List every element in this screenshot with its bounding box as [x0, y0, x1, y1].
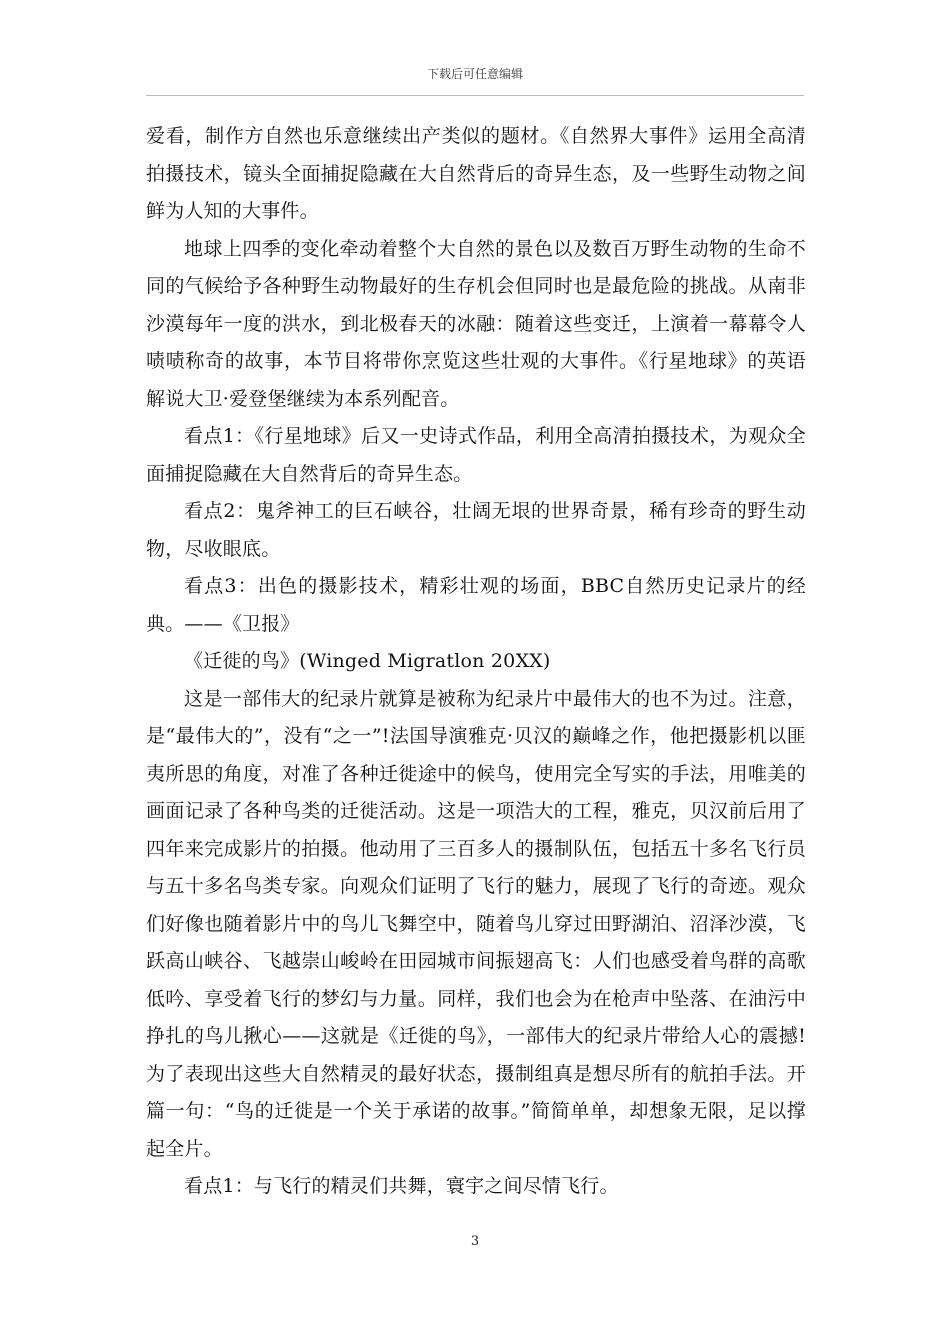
page-number: 3 — [470, 1234, 480, 1249]
paragraph: 看点3：出色的摄影技术，精彩壮观的场面，BBC自然历史记录片的经典。——《卫报》 — [146, 575, 806, 635]
document-body — [146, 118, 806, 1206]
paragraph: 看点2：鬼斧神工的巨石峡谷，壮阔无垠的世界奇景，稀有珍奇的野生动物，尽收眼底。 — [146, 500, 806, 560]
paragraph: 地球上四季的变化牵动着整个大自然的景色以及数百万野生动物的生命不同的气候给予各种野生动物最好的生存机会但同时也是最危险的挑战。从南非沙漠每年一度的洪水，到北极春天的冰融：随着这些变迁，上演着一幕幕令人啧啧称奇的故事，本节目将带你烹览这些壮观的大事件。《行星地球》的英语解说大卫·爱登堡继续为本系列配音。 — [146, 237, 806, 410]
page-header: 下载后可任意编辑 — [426, 67, 523, 81]
paragraph: 这是一部伟大的纪录片就算是被称为纪录片中最伟大的也不为过。注意，是“最伟大的”，没有“之一”!法国导演雅克·贝汉的巅峰之作，他把摄影机以匪夷所思的角度，对准了各种迁徙途中的候鸟，使用完全写实的手法，用唯美的画面记录了各种鸟类的迁徙活动。这是一项浩大的工程，雅克，贝汉前后用了四年来完成影片的拍摄。他动用了三百多人的摄制队伍，包括五十多名飞行员与五十多名鸟类专家。向观众们证明了飞行的魅力，展现了飞行的奇迹。观众们好像也随着影片中的鸟儿飞舞空中，随着鸟儿穿过田野湖泊、沼泽沙漠，飞跃高山峡谷、飞越崇山峻岭在田园城市间振翅高飞：人们也感受着鸟群的高歌低吟、享受着飞行的梦幻与力量。同样，我们也会为在枪声中坠落、在油污中挣扎的鸟儿揪心——这就是《迁徙的鸟》，一部伟大的纪录片带给人心的震撼!为了表现出这些大自然精灵的最好状态，摄制组真是想尽所有的航拍手法。开篇一句：“鸟的迁徙是一个关于承诺的故事。”简简单单，却想象无限，足以撑起全片。 — [146, 687, 806, 1160]
paragraph-title: 《迁徙的鸟》(Winged Migratlon 20XX) — [184, 650, 551, 672]
paragraph: 看点1：与飞行的精灵们共舞，寰宇之间尽情飞行。 — [184, 1175, 619, 1197]
header-divider — [146, 95, 804, 96]
paragraph: 爱看，制作方自然也乐意继续出产类似的题材。《自然界大事件》运用全高清拍摄技术，镜头全面捕捉隐藏在大自然背后的奇异生态，及一些野生动物之间鲜为人知的大事件。 — [146, 125, 806, 222]
paragraph: 看点1：《行星地球》后又一史诗式作品，利用全高清拍摄技术，为观众全面捕捉隐藏在大自然背后的奇异生态。 — [146, 425, 806, 485]
